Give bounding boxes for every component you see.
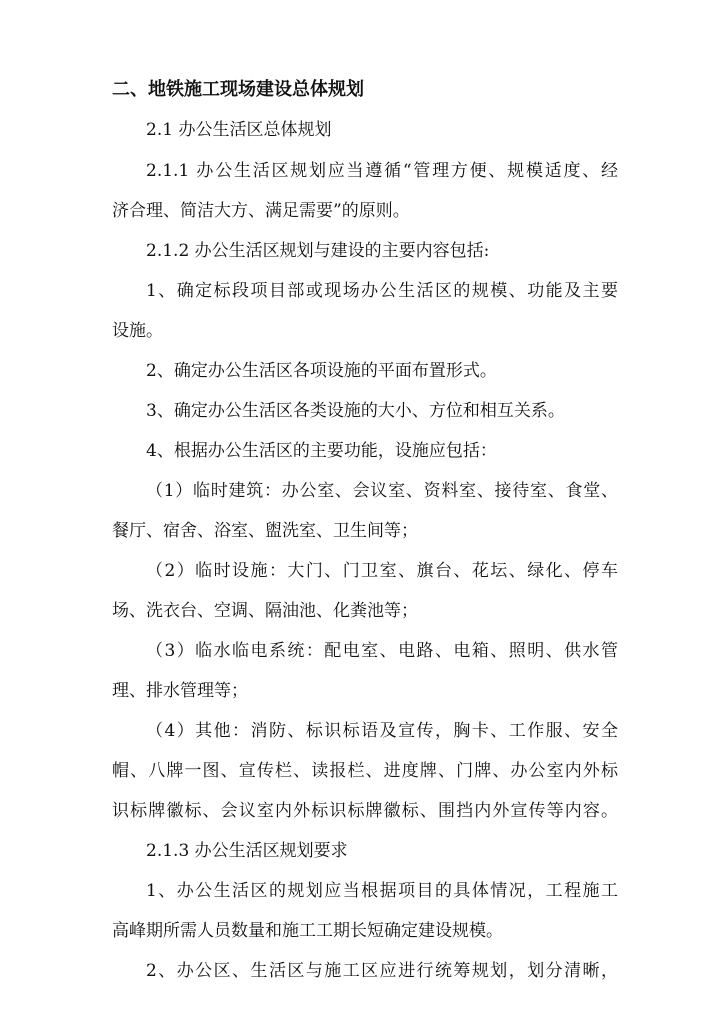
list-item-line: 帽、八牌一图、宣传栏、读报栏、进度牌、门牌、办公室内外标: [112, 761, 618, 781]
paragraph-line: 设施。: [112, 321, 163, 341]
paragraph-line: 4、根据办公生活区的主要功能，设施应包括：: [146, 441, 497, 461]
subsection-heading: 2.1.2 办公生活区规划与建设的主要内容包括:: [146, 241, 490, 261]
paragraph-line: 高峰期所需人员数量和施工工期长短确定建设规模。: [112, 921, 503, 941]
list-item-line: 餐厅、宿舍、浴室、盥洗室、卫生间等；: [112, 521, 418, 541]
paragraph-line: 2.1.1 办公生活区规划应当遵循“管理方便、规模适度、经: [146, 161, 618, 181]
subsection-heading: 2.1 办公生活区总体规划: [146, 120, 332, 140]
section-heading: 二、地铁施工现场建设总体规划: [112, 79, 364, 100]
list-item-line: 理、排水管理等；: [112, 681, 248, 701]
list-item-line: 场、洗衣台、空调、隔油池、化粪池等；: [112, 601, 418, 621]
list-item-line: （1）临时建筑：办公室、会议室、资料室、接待室、食堂、: [146, 481, 618, 501]
paragraph-line: 济合理、简洁大方、满足需要”的原则。: [112, 201, 410, 221]
paragraph-line: 1、确定标段项目部或现场办公生活区的规模、功能及主要: [146, 281, 618, 301]
list-item-line: （3）临水临电系统：配电室、电路、电箱、照明、供水管: [146, 641, 618, 661]
list-item-line: （2）临时设施：大门、门卫室、旗台、花坛、绿化、停车: [146, 561, 618, 581]
subsection-heading: 2.1.3 办公生活区规划要求: [146, 841, 348, 861]
list-item-line: （4）其他：消防、标识标语及宣传，胸卡、工作服、安全: [146, 721, 618, 741]
paragraph-line: 1、办公生活区的规划应当根据项目的具体情况，工程施工: [146, 881, 618, 901]
paragraph-line: 3、确定办公生活区各类设施的大小、方位和相互关系。: [146, 401, 565, 421]
paragraph-line: 2、确定办公生活区各项设施的平面布置形式。: [146, 361, 497, 381]
paragraph-line: 2、办公区、生活区与施工区应进行统筹规划，划分清晰，: [146, 961, 618, 981]
list-item-line: 识标牌徽标、会议室内外标识标牌徽标、围挡内外宣传等内容。: [112, 801, 618, 821]
